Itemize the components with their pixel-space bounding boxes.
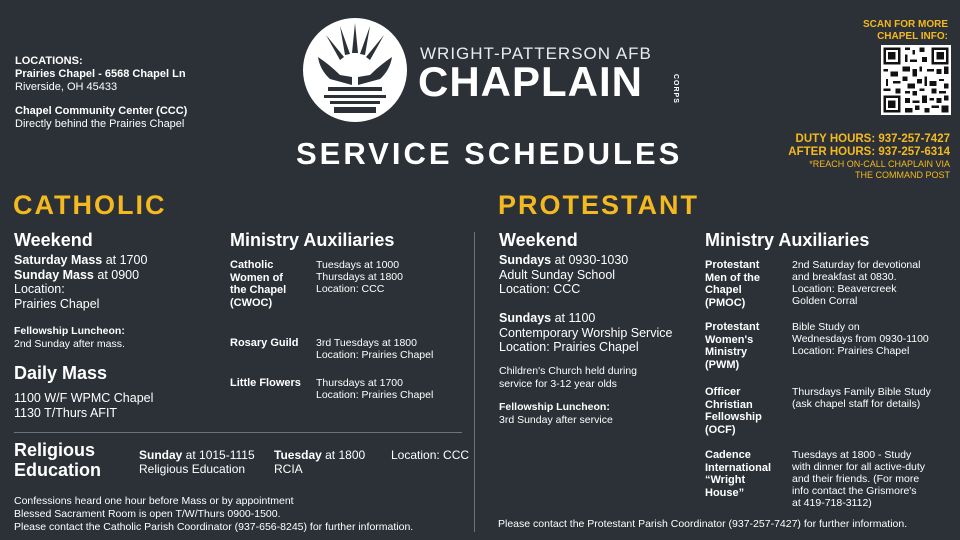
location1-name: Prairies Chapel - 6568 Chapel Ln [15,68,186,80]
aux-cadence-desc: Tuesdays at 1800 - Study with dinner for all active-duty and their friends. (For more info contact the Grismore's at 419-718-3112) [792,449,926,509]
aux-ocf-name: Officer Christian Fellowship (OCF) [705,386,762,436]
on-call-line2: THE COMMAND POST [854,170,950,180]
locations-title: LOCATIONS: [15,55,83,67]
location-prairies-chapel [15,68,186,94]
confessions-info: Confessions heard one hour before Mass or by appointment Blessed Sacrament Room is open T/W/Thurs 0900-1500. [14,495,294,520]
catholic-luncheon-desc: 2nd Sunday after mass. [14,337,125,350]
aux-rosary-name: Rosary Guild [230,337,299,349]
saturday-mass-label: Saturday Mass [14,253,103,267]
protestant-worship-service: Sundays at 1100 Contemporary Worship Service Location: Prairies Chapel [499,311,673,354]
sunday-mass-label: Sunday Mass [14,267,94,282]
aux-little-flowers-desc: Thursdays at 1700 Location: Prairies Chapel [316,377,434,401]
duty-hours [730,133,950,159]
saturday-mass-time: at 1700 [102,253,148,267]
protestant-title: PROTESTANT [498,190,699,220]
chaplain-corps-logo-icon [300,15,410,125]
section-divider [474,232,475,532]
aux-cwoc-name: Catholic Women of the Chapel (CWOC) [230,259,287,309]
daily-mass-heading: Daily Mass [14,363,108,383]
location2-desc: Directly behind the Prairies Chapel [15,118,185,130]
on-call-line1: *REACH ON-CALL CHAPLAIN VIA [809,159,950,169]
protestant-sunday-school: Sundays at 0930-1030 Adult Sunday School Location: CCC [499,253,629,296]
aux-pwm-desc: Bible Study on Wednesdays from 0930-1100 Location: Prairies Chapel [792,321,929,357]
scan-line2: CHAPEL INFO: [877,31,948,42]
aux-pmoc-desc: 2nd Saturday for devotional and breakfast at 0830. Location: Beavercreek Golden Corral [792,259,921,307]
re-sunday: Sunday at 1015-1115 Religious Education [139,448,255,476]
catholic-location-label: Location: [14,282,65,296]
aux-cadence-name: Cadence International “Wright House” [705,449,772,499]
catholic-aux-heading: Ministry Auxiliaries [230,230,395,250]
brand-wright-patterson: WRIGHT-PATTERSON AFB [420,44,652,63]
protestant-aux-heading: Ministry Auxiliaries [705,230,870,250]
protestant-contact: Please contact the Protestant Parish Coordinator (937-257-7427) for further information. [498,518,908,530]
religious-education-heading: Religious Education [14,440,102,480]
daily-mass-line1: 1100 W/F WPMC Chapel [14,391,154,405]
after-hours-phone: AFTER HOURS: 937-257-6314 [788,146,950,158]
aux-little-flowers-name: Little Flowers [230,377,301,389]
on-call-note [750,159,950,181]
catholic-luncheon [14,325,125,350]
daily-mass-line2: 1130 T/Thurs AFIT [14,405,118,420]
protestant-weekend-heading: Weekend [499,230,578,250]
brand-chaplain: CHAPLAIN [418,58,643,105]
location1-city: Riverside, OH 45433 [15,81,118,93]
protestant-luncheon: Fellowship Luncheon: 3rd Sunday after service [499,401,613,426]
page-title: SERVICE SCHEDULES [296,136,683,171]
childrens-church: Children's Church held during service for 3-12 year olds [499,365,637,390]
aux-ocf-desc: Thursdays Family Bible Study (ask chapel staff for details) [792,386,931,410]
aux-pmoc-name: Protestant Men of the Chapel (PMOC) [705,259,760,309]
catholic-location-value: Prairies Chapel [14,296,100,311]
duty-hours-phone: DUTY HOURS: 937-257-7427 [795,133,950,145]
re-location: Location: CCC [391,448,470,462]
catholic-contact: Please contact the Catholic Parish Coordinator (937-656-8245) for further information. [14,521,414,533]
aux-pwm-name: Protestant Women's Ministry (PWM) [705,321,760,371]
aux-rosary-desc: 3rd Tuesdays at 1800 Location: Prairies Chapel [316,337,434,361]
qr-code-icon[interactable] [881,45,951,115]
catholic-divider [14,432,462,433]
scan-qr-label [828,19,948,43]
catholic-weekend-details [14,253,147,311]
aux-cwoc-desc: Tuesdays at 1000 Thursdays at 1800 Location: CCC [316,259,403,295]
brand-corps: CORPS [672,74,679,104]
location2-name: Chapel Community Center (CCC) [15,105,188,117]
sunday-mass-time: at 0900 [93,267,140,282]
catholic-luncheon-title: Fellowship Luncheon: [14,325,125,337]
catholic-title: CATHOLIC [13,190,167,220]
re-tuesday: Tuesday at 1800 RCIA [274,448,366,476]
scan-line1: SCAN FOR MORE [863,19,948,30]
location-ccc [15,105,187,131]
daily-mass-details [14,391,153,420]
catholic-weekend-heading: Weekend [14,230,93,250]
